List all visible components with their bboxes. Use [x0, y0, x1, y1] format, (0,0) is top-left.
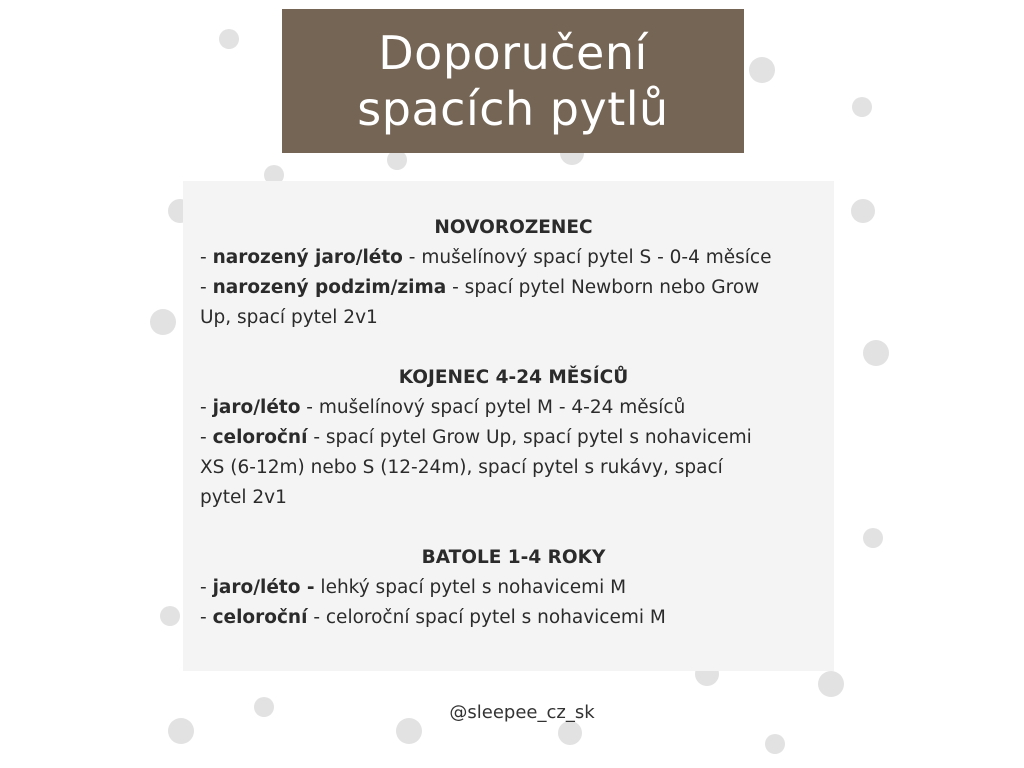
item-description: lehký spací pytel s nohavicemi M — [314, 577, 627, 598]
list-item — [200, 573, 824, 603]
title-line-2: spacích pytlů — [357, 82, 669, 136]
section-gap — [200, 513, 824, 543]
section-heading-newborn: NOVOROZENEC — [434, 217, 593, 238]
item-description: - spací pytel Newborn nebo Grow — [446, 277, 760, 298]
item-description: - spací pytel Grow Up, spací pytel s nohavicemi — [307, 427, 752, 448]
item-dash: - — [200, 277, 213, 298]
list-item-continuation: XS (6-12m) nebo S (12-24m), spací pytel s rukávy, spací — [200, 457, 723, 478]
list-item — [200, 273, 824, 303]
list-item-continuation: pytel 2v1 — [200, 487, 287, 508]
item-dash: - — [200, 577, 213, 598]
list-item — [200, 423, 824, 453]
title-banner — [282, 9, 744, 153]
item-season: narozený jaro/léto — [212, 247, 403, 268]
social-handle: @sleepee_cz_sk — [449, 702, 595, 723]
section-gap — [200, 333, 824, 363]
item-dash: - — [200, 427, 213, 448]
section-heading-toddler: BATOLE 1-4 ROKY — [421, 547, 606, 568]
item-season: celoroční — [212, 607, 308, 628]
item-description: - mušelínový spací pytel M - 4-24 měsíců — [300, 397, 686, 418]
item-dash: - — [200, 397, 213, 418]
list-item-continuation: Up, spací pytel 2v1 — [200, 307, 378, 328]
item-dash: - — [200, 607, 213, 628]
recommendation-card — [183, 181, 834, 671]
item-season: narozený podzim/zima — [212, 277, 447, 298]
item-description: - mušelínový spací pytel S - 0-4 měsíce — [402, 247, 772, 268]
item-season: jaro/léto - — [212, 577, 315, 598]
item-description: - celoroční spací pytel s nohavicemi M — [307, 607, 666, 628]
section-heading-infant: KOJENEC 4-24 MĚSÍCŮ — [398, 367, 629, 388]
item-dash: - — [200, 247, 213, 268]
item-season: jaro/léto — [212, 397, 301, 418]
title-line-1: Doporučení — [378, 26, 648, 80]
list-item — [200, 393, 824, 423]
item-season: celoroční — [212, 427, 308, 448]
list-item — [200, 603, 824, 633]
list-item — [200, 243, 824, 273]
